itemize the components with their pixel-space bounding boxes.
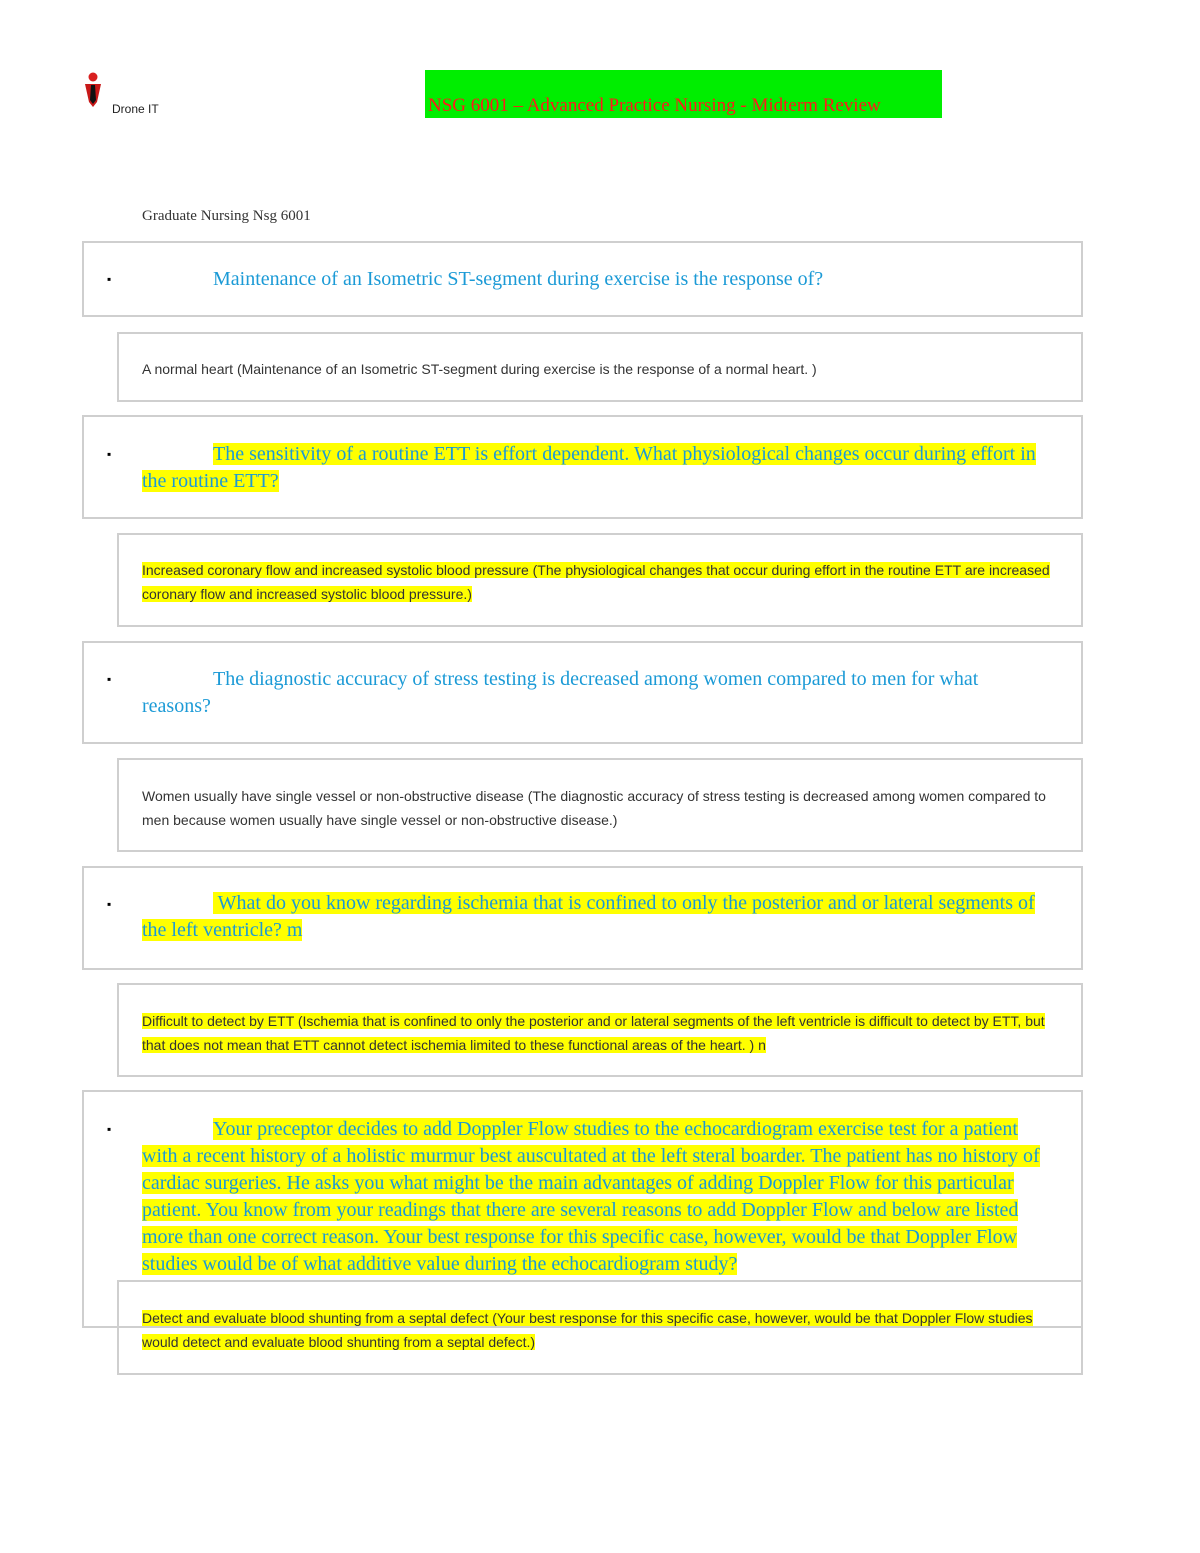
bullet-icon: ▪ bbox=[107, 447, 112, 461]
answer-content: Increased coronary flow and increased systolic blood pressure (The physiological changes that occur during effort in the routine ETT are increased coronary flow and increased systolic blood pressure.) bbox=[142, 562, 1050, 602]
answer-text bbox=[142, 784, 1062, 832]
question-text bbox=[142, 890, 1042, 944]
question-text bbox=[142, 266, 1042, 293]
question-content: The sensitivity of a routine ETT is effort dependent. What physiological changes occur during effort in the routine ETT? bbox=[142, 443, 1036, 492]
bullet-icon: ▪ bbox=[107, 672, 112, 686]
answer-text bbox=[142, 558, 1062, 606]
question-text bbox=[142, 1116, 1042, 1278]
question-content: What do you know regarding ischemia that is confined to only the posterior and or lateral segments of the left ventricle? m bbox=[142, 892, 1035, 941]
answer-content: Detect and evaluate blood shunting from a septal defect (Your best response for this specific case, however, would be that Doppler Flow studies would detect and evaluate blood shunting from a septal defect.) bbox=[142, 1310, 1033, 1350]
bullet-icon: ▪ bbox=[107, 272, 112, 286]
answer-text bbox=[142, 1306, 1062, 1354]
question-text bbox=[142, 441, 1042, 495]
page-title: NSG 6001 – Advanced Practice Nursing - Midterm Review bbox=[428, 95, 881, 116]
question-content: Maintenance of an Isometric ST-segment during exercise is the response of? bbox=[213, 268, 824, 290]
answer-content: Women usually have single vessel or non-obstructive disease (The diagnostic accuracy of stress testing is decreased among women compared to men because women usually have single vessel or non-obstructive disease.) bbox=[142, 788, 1046, 828]
brand-name: Drone IT bbox=[112, 102, 159, 116]
course-subtitle: Graduate Nursing Nsg 6001 bbox=[142, 208, 311, 224]
necktie-logo-icon bbox=[82, 72, 104, 108]
question-text bbox=[142, 666, 1042, 720]
answer-content: A normal heart (Maintenance of an Isometric ST-segment during exercise is the response of a normal heart. ) bbox=[142, 361, 817, 377]
answer-text bbox=[142, 1009, 1062, 1057]
bullet-icon: ▪ bbox=[107, 1122, 112, 1136]
answer-text bbox=[142, 357, 1062, 381]
bullet-icon: ▪ bbox=[107, 897, 112, 911]
question-content: The diagnostic accuracy of stress testing is decreased among women compared to men for what reasons? bbox=[142, 668, 979, 717]
answer-content: Difficult to detect by ETT (Ischemia that is confined to only the posterior and or lateral segments of the left ventricle is difficult to detect by ETT, but that does not mean that ETT cannot detect ischemia limited to these functional areas of the heart. ) n bbox=[142, 1013, 1045, 1053]
question-content: Your preceptor decides to add Doppler Flow studies to the echocardiogram exercise test for a patient with a recent history of a holistic murmur best auscultated at the left steral boarder. The patient has no history of cardiac surgeries. He asks you what might be the main advantages of adding Doppler Flow for this particular patient. You know from your readings that there are several reasons to add Doppler Flow and below are listed more than one correct reason. Your best response for this specific case, however, would be that Doppler Flow studies would be of what additive value during the echocardiogram study? bbox=[142, 1118, 1040, 1275]
